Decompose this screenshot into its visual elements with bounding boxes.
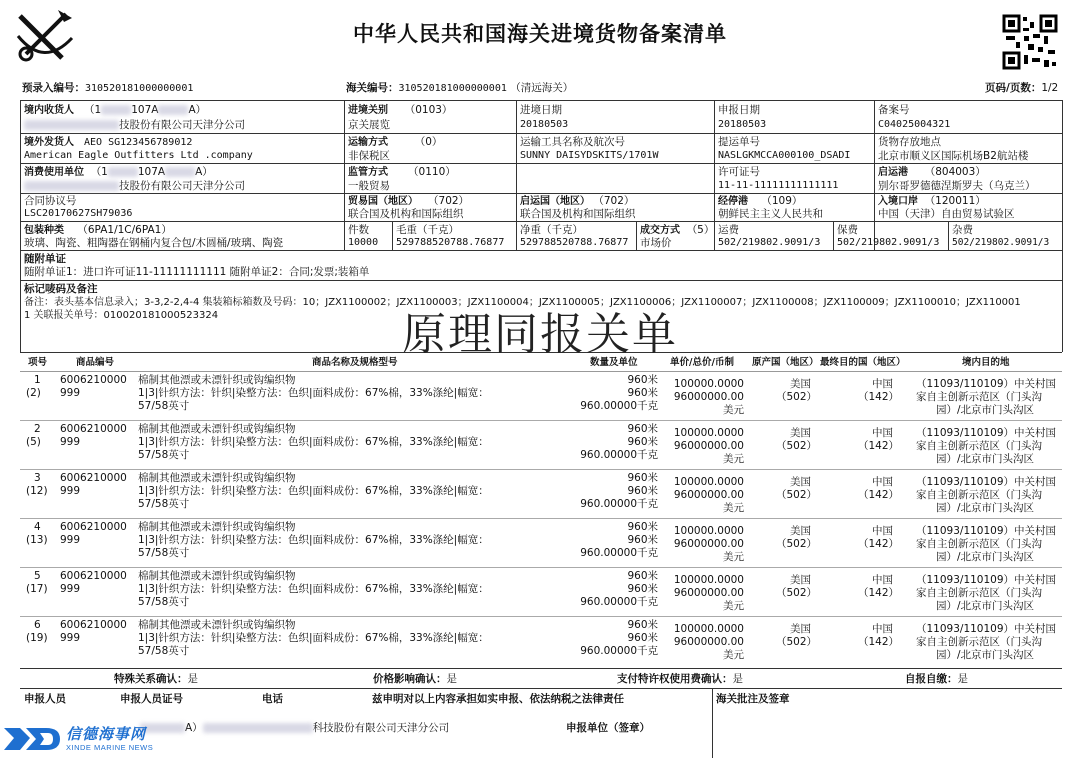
vessel-label: 运输工具名称及航次号 bbox=[520, 136, 625, 148]
item-dest-code: （142） bbox=[858, 391, 900, 403]
via-port-value: 朝鲜民主主义人民共和 bbox=[718, 208, 823, 220]
trade-country: 贸易国（地区） （702） bbox=[348, 195, 470, 207]
declaration-statement: 兹申明对以上内容承担如实申报、依法纳税之法律责任 bbox=[372, 693, 624, 705]
item-dest-code: （142） bbox=[858, 489, 900, 501]
table-row bbox=[20, 521, 1062, 573]
item-code2: 999 bbox=[60, 632, 81, 644]
item-q1: 960米 bbox=[627, 570, 658, 582]
document-title: 中华人民共和国海关进境货物备案清单 bbox=[353, 21, 727, 46]
item-domestic2: 家自主创新示范区（门头沟 bbox=[916, 489, 1042, 501]
item-no: 6 bbox=[34, 619, 41, 631]
item-q1: 960米 bbox=[627, 374, 658, 386]
item-origin: 美国 bbox=[790, 525, 811, 537]
entry-gate: 入境口岸 （120011） bbox=[878, 195, 986, 207]
item-q2: 960米 bbox=[627, 485, 658, 497]
declarant-company: A） 科技股份有限公司天津分公司 bbox=[140, 722, 449, 734]
transport: 运输方式 （0） bbox=[348, 136, 443, 148]
item-name: 棉制其他漂或未漂针织或钩编织物 bbox=[138, 374, 296, 386]
item-origin-code: （502） bbox=[776, 587, 818, 599]
price-effect: 价格影响确认：是 bbox=[373, 673, 457, 685]
item-q3: 960.00000千克 bbox=[580, 547, 658, 559]
item-origin: 美国 bbox=[790, 476, 811, 488]
origin-country: 启运国（地区） （702） bbox=[520, 195, 635, 207]
license: 11-11-11111111111111 bbox=[718, 180, 839, 191]
item-q1: 960米 bbox=[627, 619, 658, 631]
marks-line1: 备注：表头基本信息录入；3-3,2-2,4-4 集装箱标箱数及号码：10；JZX1100002；JZX1100003；JZX1100004；JZX1100005；JZX1100006；JZX1100007；JZX1100008；JZX1100009；JZX1100010；JZX110001 bbox=[24, 297, 1021, 308]
pieces: 10000 bbox=[348, 237, 379, 248]
item-q1: 960米 bbox=[627, 521, 658, 533]
item-price: 100000.0000 bbox=[673, 623, 744, 635]
self-pay: 自报自缴：是 bbox=[905, 673, 968, 685]
depart-port: 启运港 （804003） bbox=[878, 166, 986, 178]
row-divider bbox=[20, 567, 1062, 568]
item-origin-code: （502） bbox=[776, 440, 818, 452]
row-divider bbox=[20, 420, 1062, 421]
item-sub: (19) bbox=[26, 632, 48, 644]
depart-port-value: 别尔哥罗德德涅斯罗夫（乌克兰） bbox=[878, 180, 1036, 192]
docs-label: 随附单证 bbox=[24, 253, 66, 265]
item-domestic1: （11093/110109）中关村国 bbox=[916, 623, 1057, 635]
license-label: 许可证号 bbox=[718, 166, 760, 178]
item-dest: 中国 bbox=[872, 623, 893, 635]
royalty: 支付特许权使用费确认：是 bbox=[617, 673, 743, 685]
item-origin: 美国 bbox=[790, 574, 811, 586]
item-domestic3: 园）/北京市门头沟区 bbox=[936, 649, 1035, 661]
item-sub: (13) bbox=[26, 534, 48, 546]
item-q3: 960.00000千克 bbox=[580, 449, 658, 461]
item-origin: 美国 bbox=[790, 378, 811, 390]
item-sub: (5) bbox=[26, 436, 41, 448]
item-domestic1: （11093/110109）中关村国 bbox=[916, 378, 1057, 390]
item-total: 96000000.00 bbox=[673, 587, 744, 599]
customs-number: 海关编号：310520181000000001 （清远海关） bbox=[346, 82, 574, 94]
insurance-label: 保费 bbox=[837, 224, 858, 236]
item-dest-code: （142） bbox=[858, 440, 900, 452]
item-q2: 960米 bbox=[627, 436, 658, 448]
phone-label: 电话 bbox=[262, 693, 283, 705]
item-origin: 美国 bbox=[790, 623, 811, 635]
col-header-qty: 数量及单位 bbox=[590, 357, 638, 368]
item-origin: 美国 bbox=[790, 427, 811, 439]
item-domestic1: （11093/110109）中关村国 bbox=[916, 476, 1057, 488]
item-code: 6006210000 bbox=[60, 619, 127, 631]
declarant-unit-label: 申报单位（签章） bbox=[566, 722, 650, 734]
item-spec2: 57/58英寸 bbox=[138, 449, 190, 461]
item-total: 96000000.00 bbox=[673, 489, 744, 501]
item-q3: 960.00000千克 bbox=[580, 498, 658, 510]
item-code2: 999 bbox=[60, 534, 81, 546]
storage-label: 货物存放地点 bbox=[878, 136, 941, 148]
table-row bbox=[20, 472, 1062, 524]
item-code: 6006210000 bbox=[60, 472, 127, 484]
item-spec2: 57/58英寸 bbox=[138, 400, 190, 412]
shipper-name: American Eagle Outfitters Ltd .company bbox=[24, 150, 253, 161]
row-divider bbox=[20, 469, 1062, 470]
freight-label: 运费 bbox=[718, 224, 739, 236]
item-sub: (2) bbox=[26, 387, 41, 399]
freight: 502/219802.9091/3 bbox=[718, 237, 821, 248]
item-domestic1: （11093/110109）中关村国 bbox=[916, 525, 1057, 537]
item-domestic3: 园）/北京市门头沟区 bbox=[936, 502, 1035, 514]
col-header-domestic: 境内目的地 bbox=[962, 357, 1010, 368]
item-spec: 1|3|针织方法：针织|染整方法：色织|面料成份：67%棉，33%涤纶|幅宽： bbox=[138, 632, 489, 644]
item-currency: 美元 bbox=[723, 551, 744, 563]
item-q2: 960米 bbox=[627, 387, 658, 399]
item-code: 6006210000 bbox=[60, 374, 127, 386]
bill: NASLGKMCCA000100_DSADI bbox=[718, 150, 851, 161]
col-header-name: 商品名称及规格型号 bbox=[312, 357, 398, 368]
deal-value: 市场价 bbox=[640, 237, 672, 249]
item-domestic2: 家自主创新示范区（门头沟 bbox=[916, 587, 1042, 599]
item-no: 1 bbox=[34, 374, 41, 386]
supervision: 监管方式 （0110） bbox=[348, 166, 456, 178]
item-dest-code: （142） bbox=[858, 538, 900, 550]
item-domestic2: 家自主创新示范区（门头沟 bbox=[916, 636, 1042, 648]
item-dest: 中国 bbox=[872, 378, 893, 390]
pieces-label: 件数 bbox=[348, 224, 369, 236]
item-q3: 960.00000千克 bbox=[580, 400, 658, 412]
item-code: 6006210000 bbox=[60, 570, 127, 582]
entry-port: 进境关别 （0103） bbox=[348, 104, 453, 116]
transport-value: 非保税区 bbox=[348, 150, 390, 162]
item-origin-code: （502） bbox=[776, 538, 818, 550]
qr-code bbox=[1002, 14, 1058, 70]
import-date: 20180503 bbox=[520, 119, 569, 130]
consignee-name: 技股份有限公司天津分公司 bbox=[24, 119, 245, 131]
marks-line2: 1 关联报关单号：010020181000523324 bbox=[24, 310, 219, 321]
item-no: 2 bbox=[34, 423, 41, 435]
xinde-logo bbox=[2, 722, 172, 756]
item-spec: 1|3|针织方法：针织|染整方法：色织|面料成份：67%棉，33%涤纶|幅宽： bbox=[138, 485, 489, 497]
item-q2: 960米 bbox=[627, 632, 658, 644]
misc: 502/219802.9091/3 bbox=[952, 237, 1050, 248]
item-dest-code: （142） bbox=[858, 587, 900, 599]
pre-entry-number: 预录入编号：310520181000000001 bbox=[22, 82, 194, 94]
table-row bbox=[20, 423, 1062, 475]
record-no: C04025004321 bbox=[878, 119, 951, 130]
item-q2: 960米 bbox=[627, 534, 658, 546]
declare-date-label: 申报日期 bbox=[718, 104, 760, 116]
col-header-price: 单价/总价/币制 bbox=[670, 357, 734, 368]
item-no: 5 bbox=[34, 570, 41, 582]
user-name: 技股份有限公司天津分公司 bbox=[24, 180, 245, 192]
item-code2: 999 bbox=[60, 387, 81, 399]
item-name: 棉制其他漂或未漂针织或钩编织物 bbox=[138, 570, 296, 582]
item-no: 3 bbox=[34, 472, 41, 484]
declarant-label: 申报人员 bbox=[24, 693, 66, 705]
item-name: 棉制其他漂或未漂针织或钩编织物 bbox=[138, 619, 296, 631]
contract-label: 合同协议号 bbox=[24, 195, 77, 207]
row-divider bbox=[20, 518, 1062, 519]
record-no-label: 备案号 bbox=[878, 104, 910, 116]
deal: 成交方式 （5） bbox=[640, 224, 715, 236]
item-total: 96000000.00 bbox=[673, 440, 744, 452]
item-dest: 中国 bbox=[872, 525, 893, 537]
entry-port-value: 京关展览 bbox=[348, 119, 390, 131]
row-divider bbox=[20, 616, 1062, 617]
item-currency: 美元 bbox=[723, 453, 744, 465]
declarant-id-label: 申报人员证号 bbox=[120, 693, 183, 705]
item-domestic3: 园）/北京市门头沟区 bbox=[936, 551, 1035, 563]
item-dest: 中国 bbox=[872, 427, 893, 439]
item-domestic1: （11093/110109）中关村国 bbox=[916, 574, 1057, 586]
item-q3: 960.00000千克 bbox=[580, 645, 658, 657]
item-price: 100000.0000 bbox=[673, 427, 744, 439]
trade-country-value: 联合国及机构和国际组织 bbox=[348, 208, 464, 220]
item-code2: 999 bbox=[60, 485, 81, 497]
item-domestic3: 园）/北京市门头沟区 bbox=[936, 600, 1035, 612]
item-total: 96000000.00 bbox=[673, 391, 744, 403]
page-indicator: 页码/页数：1/2 bbox=[985, 82, 1059, 94]
storage: 北京市顺义区国际机场B2航站楼 bbox=[878, 150, 1029, 162]
special-relation: 特殊关系确认：是 bbox=[114, 673, 198, 685]
item-price: 100000.0000 bbox=[673, 476, 744, 488]
item-domestic2: 家自主创新示范区（门头沟 bbox=[916, 538, 1042, 550]
col-header-dest: 最终目的国（地区） bbox=[820, 357, 906, 368]
item-spec2: 57/58英寸 bbox=[138, 498, 190, 510]
item-q1: 960米 bbox=[627, 472, 658, 484]
docs: 随附单证1：进口许可证11-11111111111 随附单证2：合同;发票;装箱单 bbox=[24, 266, 370, 278]
item-code2: 999 bbox=[60, 436, 81, 448]
package: 包装种类 （6PA1/1C/6PA1） bbox=[24, 224, 172, 236]
vessel: SUNNY DAISYDSKITS/1701W bbox=[520, 150, 659, 161]
item-code2: 999 bbox=[60, 583, 81, 595]
table-row bbox=[20, 570, 1062, 622]
col-header-no: 项号 bbox=[28, 357, 48, 368]
import-date-label: 进境日期 bbox=[520, 104, 562, 116]
brand-en: XINDE MARINE NEWS bbox=[66, 743, 154, 752]
item-name: 棉制其他漂或未漂针织或钩编织物 bbox=[138, 521, 296, 533]
misc-label: 杂费 bbox=[952, 224, 973, 236]
declare-date: 20180503 bbox=[718, 119, 767, 130]
consignee-cell: 境内收货人 （1 107A A） bbox=[24, 104, 207, 116]
item-origin-code: （502） bbox=[776, 391, 818, 403]
item-domestic3: 园）/北京市门头沟区 bbox=[936, 453, 1035, 465]
item-price: 100000.0000 bbox=[673, 525, 744, 537]
item-dest-code: （142） bbox=[858, 636, 900, 648]
brand-cn: 信德海事网 bbox=[66, 725, 147, 743]
net-label: 净重（千克） bbox=[520, 224, 583, 236]
package-value: 玻璃、陶瓷、粗陶器在钢桶内复合包/木圆桶/玻璃、陶瓷 bbox=[24, 237, 284, 249]
item-currency: 美元 bbox=[723, 404, 744, 416]
item-name: 棉制其他漂或未漂针织或钩编织物 bbox=[138, 472, 296, 484]
item-spec2: 57/58英寸 bbox=[138, 596, 190, 608]
item-price: 100000.0000 bbox=[673, 378, 744, 390]
item-domestic2: 家自主创新示范区（门头沟 bbox=[916, 440, 1042, 452]
item-dest: 中国 bbox=[872, 574, 893, 586]
watermark-text: 原理同报关单 bbox=[402, 309, 678, 360]
user-cell: 消费使用单位 （1 107A A） bbox=[24, 166, 213, 178]
item-q3: 960.00000千克 bbox=[580, 596, 658, 608]
item-origin-code: （502） bbox=[776, 636, 818, 648]
customs-approval-label: 海关批注及签章 bbox=[716, 693, 790, 705]
item-sub: (17) bbox=[26, 583, 48, 595]
item-code: 6006210000 bbox=[60, 521, 127, 533]
item-spec: 1|3|针织方法：针织|染整方法：色织|面料成份：67%棉，33%涤纶|幅宽： bbox=[138, 583, 489, 595]
col-header-origin: 原产国（地区） bbox=[752, 357, 819, 368]
item-spec2: 57/58英寸 bbox=[138, 547, 190, 559]
item-name: 棉制其他漂或未漂针织或钩编织物 bbox=[138, 423, 296, 435]
item-spec2: 57/58英寸 bbox=[138, 645, 190, 657]
table-row bbox=[20, 374, 1062, 426]
item-domestic2: 家自主创新示范区（门头沟 bbox=[916, 391, 1042, 403]
col-header-code: 商品编号 bbox=[76, 357, 115, 368]
item-q1: 960米 bbox=[627, 423, 658, 435]
shipper-cell: 境外发货人 AEO SG123456789012 bbox=[24, 137, 193, 148]
item-total: 96000000.00 bbox=[673, 538, 744, 550]
contract: LSC20170627SH79036 bbox=[24, 208, 133, 219]
item-q2: 960米 bbox=[627, 583, 658, 595]
item-dest: 中国 bbox=[872, 476, 893, 488]
item-currency: 美元 bbox=[723, 600, 744, 612]
gross-label: 毛重（千克） bbox=[396, 224, 459, 236]
supervision-value: 一般贸易 bbox=[348, 180, 390, 192]
gross: 529788520788.76877 bbox=[396, 237, 505, 248]
insurance: 502/219802.9091/3 bbox=[837, 237, 940, 248]
item-spec: 1|3|针织方法：针织|染整方法：色织|面料成份：67%棉，33%涤纶|幅宽： bbox=[138, 534, 489, 546]
item-code: 6006210000 bbox=[60, 423, 127, 435]
table-row bbox=[20, 619, 1062, 671]
item-sub: (12) bbox=[26, 485, 48, 497]
item-spec: 1|3|针织方法：针织|染整方法：色织|面料成份：67%棉，33%涤纶|幅宽： bbox=[138, 436, 489, 448]
item-spec: 1|3|针织方法：针织|染整方法：色织|面料成份：67%棉，33%涤纶|幅宽： bbox=[138, 387, 489, 399]
item-origin-code: （502） bbox=[776, 489, 818, 501]
item-price: 100000.0000 bbox=[673, 574, 744, 586]
item-currency: 美元 bbox=[723, 649, 744, 661]
origin-country-value: 联合国及机构和国际组织 bbox=[520, 208, 636, 220]
item-domestic1: （11093/110109）中关村国 bbox=[916, 427, 1057, 439]
entry-gate-value: 中国（天津）自由贸易试验区 bbox=[878, 208, 1015, 220]
marks-label: 标记唛码及备注 bbox=[24, 283, 98, 295]
item-currency: 美元 bbox=[723, 502, 744, 514]
item-domestic3: 园）/北京市门头沟区 bbox=[936, 404, 1035, 416]
item-no: 4 bbox=[34, 521, 41, 533]
via-port: 经停港 （109） bbox=[718, 195, 803, 207]
net: 529788520788.76877 bbox=[520, 237, 629, 248]
bill-label: 提运单号 bbox=[718, 136, 760, 148]
item-total: 96000000.00 bbox=[673, 636, 744, 648]
